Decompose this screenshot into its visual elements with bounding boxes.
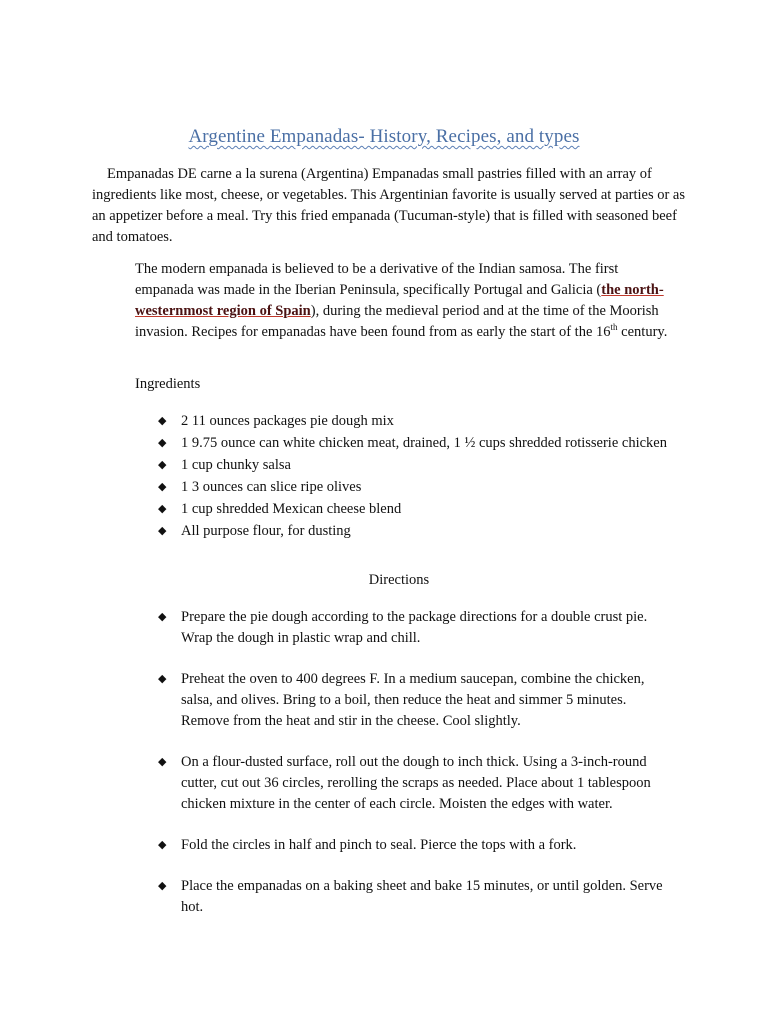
history-text-3: century. — [617, 324, 668, 340]
list-item — [158, 521, 678, 542]
list-item — [158, 477, 678, 498]
list-item — [158, 835, 678, 856]
directions-heading: Directions — [368, 572, 430, 588]
document-title: Argentine Empanadas- History, Recipes, and types — [188, 126, 580, 147]
ingredients-list — [158, 411, 678, 543]
diamond-bullet-icon: ◆ — [158, 481, 167, 493]
diamond-bullet-icon: ◆ — [158, 525, 167, 537]
direction-text: Preheat the oven to 400 degrees F. In a medium saucepan, combine the chicken, salsa, and olives. Bring to a boil, then reduce the heat and simmer 5 minutes. Remove from the heat and stir in the cheese. Cool slightly. — [181, 671, 645, 729]
list-item — [158, 669, 678, 732]
direction-text: On a flour-dusted surface, roll out the dough to inch thick. Using a 3-inch-round cutter, cut out 36 circles, rerolling the scraps as needed. Place about 1 tablespoon chicken mixture in the center of each circle. Moisten the edges with water. — [181, 754, 651, 812]
list-item — [158, 433, 678, 454]
history-text-2: ), during the medieval period and at the time of the Moorish invasion. Recipes for empanadas have been found from as early the start of the 16 — [135, 303, 659, 340]
list-item — [158, 499, 678, 520]
list-item — [158, 752, 678, 815]
diamond-bullet-icon: ◆ — [158, 880, 167, 892]
diamond-bullet-icon: ◆ — [158, 839, 167, 851]
history-superscript: th — [610, 322, 618, 333]
diamond-bullet-icon: ◆ — [158, 415, 167, 427]
list-item — [158, 607, 678, 649]
history-highlight: the north-westernmost region of Spain — [135, 282, 664, 319]
ingredient-text: 1 9.75 ounce can white chicken meat, drained, 1 ½ cups shredded rotisserie chicken — [181, 435, 667, 451]
list-item — [158, 455, 678, 476]
direction-text: Place the empanadas on a baking sheet and bake 15 minutes, or until golden. Serve hot. — [181, 878, 663, 915]
diamond-bullet-icon: ◆ — [158, 459, 167, 471]
intro-paragraph: Empanadas DE carne a la surena (Argentina) Empanadas small pastries filled with an array of ingredients like most, cheese, or vegetables. This Argentinian favorite is usually served at parties or as an appetizer before a meal. Try this fried empanada (Tucuman-style) that is filled with seasoned beef and tomatoes. — [92, 166, 685, 245]
ingredient-text: 2 11 ounces packages pie dough mix — [181, 413, 394, 429]
history-paragraph — [135, 259, 680, 343]
history-text-1: The modern empanada is believed to be a derivative of the Indian samosa. The first empanada was made in the Iberian Peninsula, specifically Portugal and Galicia ( — [135, 261, 619, 298]
diamond-bullet-icon: ◆ — [158, 437, 167, 449]
diamond-bullet-icon: ◆ — [158, 673, 167, 685]
ingredient-text: All purpose flour, for dusting — [181, 523, 351, 539]
diamond-bullet-icon: ◆ — [158, 503, 167, 515]
direction-text: Prepare the pie dough according to the package directions for a double crust pie. Wrap the dough in plastic wrap and chill. — [181, 609, 648, 646]
list-item — [158, 411, 678, 432]
ingredients-heading: Ingredients — [135, 376, 201, 392]
ingredient-text: 1 cup chunky salsa — [181, 457, 291, 473]
directions-list — [158, 607, 678, 938]
diamond-bullet-icon: ◆ — [158, 756, 167, 768]
diamond-bullet-icon: ◆ — [158, 611, 167, 623]
ingredient-text: 1 cup shredded Mexican cheese blend — [181, 501, 402, 517]
ingredient-text: 1 3 ounces can slice ripe olives — [181, 479, 362, 495]
direction-text: Fold the circles in half and pinch to seal. Pierce the tops with a fork. — [181, 837, 577, 853]
list-item — [158, 876, 678, 918]
